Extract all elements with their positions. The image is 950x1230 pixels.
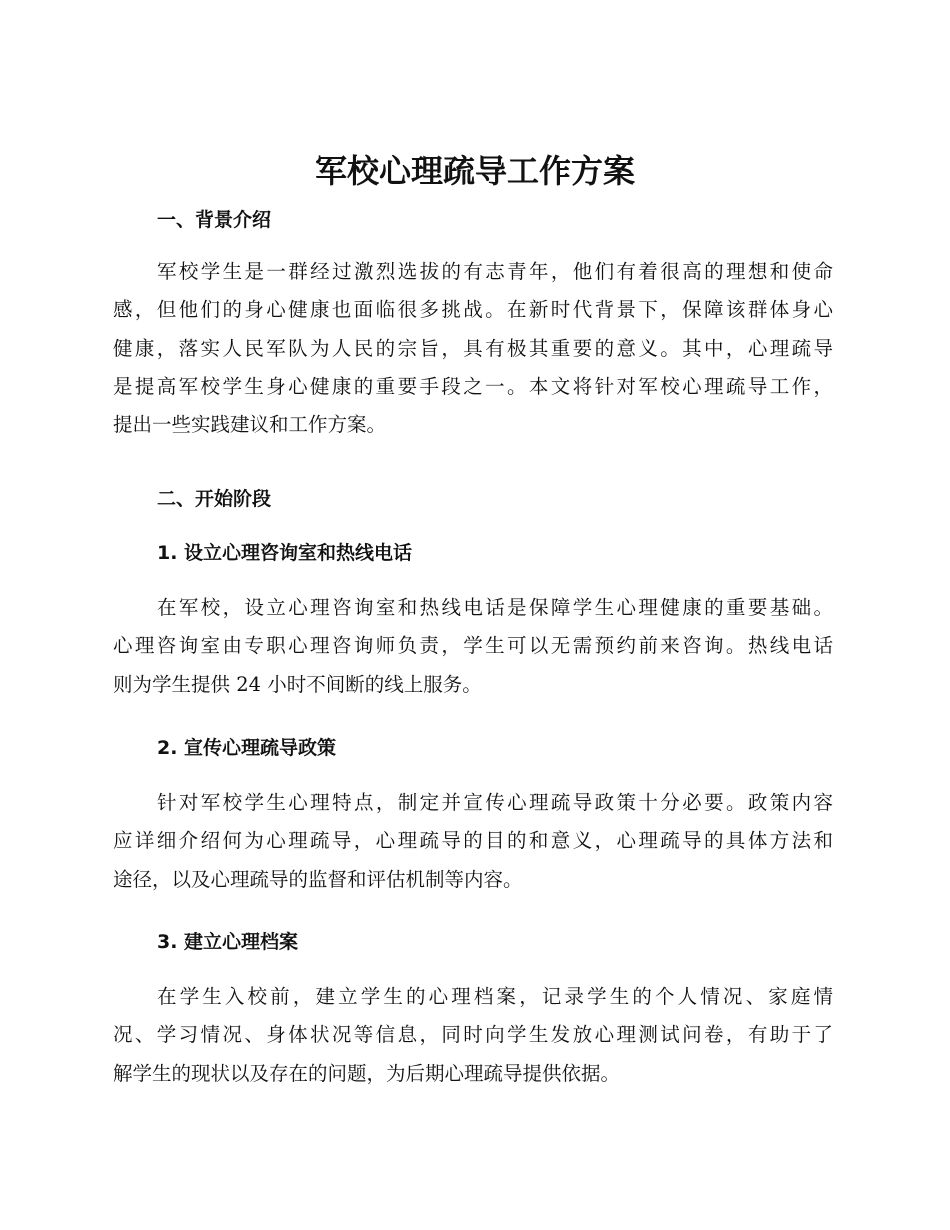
section-heading-start-phase: 二、开始阶段 — [157, 488, 272, 510]
document-title: 军校心理疏导工作方案 — [314, 152, 635, 190]
paragraph-policy — [113, 784, 833, 899]
subsection-heading-policy: 2. 宣传心理疏导政策 — [157, 737, 337, 759]
paragraph-line: 针对军校学生心理特点，制定并宣传心理疏导政策十分必要。政策内容 — [157, 791, 833, 814]
paragraph-line: 应详细介绍何为心理疏导，心理疏导的目的和意义，心理疏导的具体方法和 — [113, 829, 833, 853]
paragraph-line: 在学生入校前，建立学生的心理档案，记录学生的个人情况、家庭情 — [157, 985, 833, 1008]
paragraph-line: 则为学生提供 24 小时不间断的线上服务。 — [113, 672, 482, 696]
paragraph-line: 提出一些实践建议和工作方案。 — [113, 413, 387, 437]
paragraph-line: 军校学生是一群经过激烈选拔的有志青年，他们有着很高的理想和使命 — [157, 260, 833, 283]
paragraph-line: 途径，以及心理疏导的监督和评估机制等内容。 — [113, 867, 523, 891]
paragraph-line: 在军校，设立心理咨询室和热线电话是保障学生心理健康的重要基础。 — [157, 596, 833, 619]
paragraph-background — [113, 253, 833, 444]
paragraph-line: 是提高军校学生身心健康的重要手段之一。本文将针对军校心理疏导工作， — [113, 374, 833, 398]
paragraph-counseling-room — [113, 589, 833, 704]
paragraph-line: 健康，落实人民军队为人民的宗旨，具有极其重要的意义。其中，心理疏导 — [113, 336, 833, 360]
paragraph-line: 感，但他们的身心健康也面临很多挑战。在新时代背景下，保障该群体身心 — [113, 298, 833, 322]
subsection-heading-archive: 3. 建立心理档案 — [157, 931, 299, 953]
paragraph-line: 况、学习情况、身体状况等信息，同时向学生发放心理测试问卷，有助于了 — [113, 1023, 833, 1047]
paragraph-archive — [113, 978, 833, 1093]
section-heading-background: 一、背景介绍 — [157, 209, 272, 231]
paragraph-line: 心理咨询室由专职心理咨询师负责，学生可以无需预约前来咨询。热线电话 — [113, 634, 833, 658]
subsection-heading-counseling-room: 1. 设立心理咨询室和热线电话 — [157, 542, 413, 564]
paragraph-line: 解学生的现状以及存在的问题，为后期心理疏导提供依据。 — [113, 1061, 621, 1085]
